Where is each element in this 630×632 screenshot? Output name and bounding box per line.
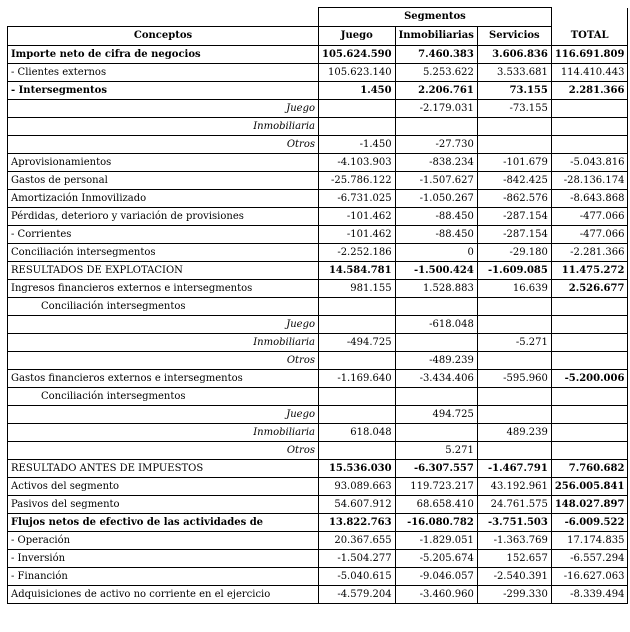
row-label: Otros (8, 442, 319, 460)
table-row (8, 532, 628, 550)
cell-inmo: -838.234 (395, 154, 477, 172)
cell-serv: -595.960 (477, 370, 551, 388)
cell-total: 17.174.835 (551, 532, 628, 550)
row-label: Inmobiliaria (8, 334, 319, 352)
row-label: Otros (8, 136, 319, 154)
cell-total (551, 298, 628, 316)
table-row (8, 352, 628, 370)
cell-juego: -494.725 (319, 334, 396, 352)
header-blank-total (551, 8, 628, 27)
cell-juego: -1.504.277 (319, 550, 396, 568)
cell-serv: -1.609.085 (477, 262, 551, 280)
row-label: Gastos de personal (8, 172, 319, 190)
cell-inmo (395, 118, 477, 136)
cell-total (551, 352, 628, 370)
cell-inmo (395, 424, 477, 442)
cell-serv: -287.154 (477, 226, 551, 244)
cell-serv: 3.533.681 (477, 64, 551, 82)
table-row (8, 244, 628, 262)
cell-juego: 618.048 (319, 424, 396, 442)
table-row (8, 64, 628, 82)
cell-inmo: 7.460.383 (395, 46, 477, 64)
cell-juego: -5.040.615 (319, 568, 396, 586)
row-label: Conciliación intersegmentos (8, 388, 319, 406)
cell-total (551, 424, 628, 442)
cell-juego: 13.822.763 (319, 514, 396, 532)
table-row (8, 82, 628, 100)
cell-total: 148.027.897 (551, 496, 628, 514)
cell-inmo: -6.307.557 (395, 460, 477, 478)
table-row (8, 46, 628, 64)
table-row (8, 118, 628, 136)
cell-total: -477.066 (551, 226, 628, 244)
cell-inmo: -3.460.960 (395, 586, 477, 604)
cell-serv (477, 136, 551, 154)
cell-serv (477, 352, 551, 370)
cell-inmo: -16.080.782 (395, 514, 477, 532)
table-row (8, 568, 628, 586)
row-label: Otros (8, 352, 319, 370)
cell-total: 2.281.366 (551, 82, 628, 100)
header-conceptos: Conceptos (8, 27, 319, 46)
cell-serv: 152.657 (477, 550, 551, 568)
cell-juego (319, 442, 396, 460)
row-label: Inmobiliaria (8, 424, 319, 442)
row-label: RESULTADOS DE EXPLOTACION (8, 262, 319, 280)
cell-serv: 24.761.575 (477, 496, 551, 514)
cell-serv (477, 118, 551, 136)
cell-juego: 15.536.030 (319, 460, 396, 478)
row-label: Conciliación intersegmentos (8, 244, 319, 262)
cell-inmo: -1.507.627 (395, 172, 477, 190)
cell-total (551, 100, 628, 118)
cell-total: -5.043.816 (551, 154, 628, 172)
cell-inmo: 119.723.217 (395, 478, 477, 496)
cell-juego: 14.584.781 (319, 262, 396, 280)
header-segmentos: Segmentos (319, 8, 552, 27)
cell-total: 2.526.677 (551, 280, 628, 298)
cell-inmo: -88.450 (395, 226, 477, 244)
table-row (8, 586, 628, 604)
cell-serv: 73.155 (477, 82, 551, 100)
cell-serv (477, 406, 551, 424)
cell-inmo: 2.206.761 (395, 82, 477, 100)
cell-juego: -1.450 (319, 136, 396, 154)
cell-total (551, 136, 628, 154)
cell-juego (319, 100, 396, 118)
cell-juego: -2.252.186 (319, 244, 396, 262)
cell-inmo: -5.205.674 (395, 550, 477, 568)
cell-juego (319, 118, 396, 136)
cell-juego: 54.607.912 (319, 496, 396, 514)
cell-serv: -862.576 (477, 190, 551, 208)
table-row (8, 316, 628, 334)
table-row (8, 514, 628, 532)
cell-serv: 3.606.836 (477, 46, 551, 64)
table-row (8, 172, 628, 190)
cell-total: -2.281.366 (551, 244, 628, 262)
header-juego: Juego (319, 27, 396, 46)
row-label: Importe neto de cifra de negocios (8, 46, 319, 64)
cell-juego: -1.169.640 (319, 370, 396, 388)
cell-serv: -2.540.391 (477, 568, 551, 586)
row-label: Adquisiciones de activo no corriente en el ejercicio (8, 586, 319, 604)
row-label: - Clientes externos (8, 64, 319, 82)
cell-serv: 43.192.961 (477, 478, 551, 496)
row-label: Conciliación intersegmentos (8, 298, 319, 316)
cell-juego: -25.786.122 (319, 172, 396, 190)
table-row (8, 442, 628, 460)
cell-juego: -4.579.204 (319, 586, 396, 604)
row-label: Pasivos del segmento (8, 496, 319, 514)
cell-inmo (395, 334, 477, 352)
cell-inmo: -88.450 (395, 208, 477, 226)
table-row (8, 262, 628, 280)
table-row (8, 424, 628, 442)
table-row (8, 208, 628, 226)
cell-inmo: -1.050.267 (395, 190, 477, 208)
cell-inmo: -1.500.424 (395, 262, 477, 280)
cell-inmo: 0 (395, 244, 477, 262)
row-label: Ingresos financieros externos e intersegmentos (8, 280, 319, 298)
cell-inmo: -2.179.031 (395, 100, 477, 118)
row-label: Inmobiliaria (8, 118, 319, 136)
table-row (8, 388, 628, 406)
cell-total: -6.009.522 (551, 514, 628, 532)
table-row (8, 136, 628, 154)
cell-juego (319, 298, 396, 316)
table-row (8, 460, 628, 478)
cell-total: 11.475.272 (551, 262, 628, 280)
cell-serv: -73.155 (477, 100, 551, 118)
table-row (8, 550, 628, 568)
cell-serv: -842.425 (477, 172, 551, 190)
cell-total (551, 442, 628, 460)
cell-total: 114.410.443 (551, 64, 628, 82)
header-total: TOTAL (551, 27, 628, 46)
cell-juego (319, 388, 396, 406)
cell-serv: -101.679 (477, 154, 551, 172)
cell-total: -28.136.174 (551, 172, 628, 190)
cell-inmo: -1.829.051 (395, 532, 477, 550)
table-row (8, 190, 628, 208)
header-inmobiliarias: Inmobiliarias (395, 27, 477, 46)
row-label: Juego (8, 100, 319, 118)
cell-juego: 105.623.140 (319, 64, 396, 82)
cell-total: 256.005.841 (551, 478, 628, 496)
cell-total: -16.627.063 (551, 568, 628, 586)
cell-serv: -5.271 (477, 334, 551, 352)
row-label: Aprovisionamientos (8, 154, 319, 172)
table-row (8, 334, 628, 352)
cell-serv: -299.330 (477, 586, 551, 604)
cell-juego: 981.155 (319, 280, 396, 298)
cell-total (551, 118, 628, 136)
table-row (8, 280, 628, 298)
cell-inmo: 494.725 (395, 406, 477, 424)
cell-juego: -4.103.903 (319, 154, 396, 172)
cell-juego: -101.462 (319, 208, 396, 226)
cell-serv: -1.363.769 (477, 532, 551, 550)
header-blank (8, 8, 319, 27)
cell-total (551, 388, 628, 406)
cell-serv: -287.154 (477, 208, 551, 226)
cell-total: -8.339.494 (551, 586, 628, 604)
table-row (8, 226, 628, 244)
row-label: Activos del segmento (8, 478, 319, 496)
row-label: - Intersegmentos (8, 82, 319, 100)
table-row (8, 496, 628, 514)
cell-inmo: -489.239 (395, 352, 477, 370)
table-row (8, 478, 628, 496)
cell-total: -6.557.294 (551, 550, 628, 568)
row-label: Pérdidas, deterioro y variación de provisiones (8, 208, 319, 226)
cell-inmo: -3.434.406 (395, 370, 477, 388)
cell-total (551, 316, 628, 334)
cell-juego: 1.450 (319, 82, 396, 100)
table-row (8, 154, 628, 172)
row-label: - Inversión (8, 550, 319, 568)
cell-serv: 16.639 (477, 280, 551, 298)
cell-juego: -101.462 (319, 226, 396, 244)
segment-table (7, 7, 628, 604)
table-row (8, 406, 628, 424)
table-row (8, 370, 628, 388)
header-servicios: Servicios (477, 27, 551, 46)
cell-total: -8.643.868 (551, 190, 628, 208)
cell-serv (477, 298, 551, 316)
cell-serv (477, 442, 551, 460)
cell-serv: -3.751.503 (477, 514, 551, 532)
cell-inmo: 1.528.883 (395, 280, 477, 298)
cell-serv: -29.180 (477, 244, 551, 262)
row-label: Juego (8, 406, 319, 424)
cell-total: -5.200.006 (551, 370, 628, 388)
table-row (8, 298, 628, 316)
row-label: Flujos netos de efectivo de las actividades de (8, 514, 319, 532)
cell-inmo: 5.253.622 (395, 64, 477, 82)
cell-serv (477, 388, 551, 406)
cell-juego: 93.089.663 (319, 478, 396, 496)
cell-total (551, 406, 628, 424)
cell-serv: -1.467.791 (477, 460, 551, 478)
cell-total: -477.066 (551, 208, 628, 226)
cell-juego: -6.731.025 (319, 190, 396, 208)
cell-inmo: -27.730 (395, 136, 477, 154)
cell-inmo: 5.271 (395, 442, 477, 460)
cell-inmo: -9.046.057 (395, 568, 477, 586)
cell-serv: 489.239 (477, 424, 551, 442)
row-label: - Financión (8, 568, 319, 586)
cell-inmo: 68.658.410 (395, 496, 477, 514)
row-label: - Corrientes (8, 226, 319, 244)
cell-total (551, 334, 628, 352)
row-label: RESULTADO ANTES DE IMPUESTOS (8, 460, 319, 478)
cell-inmo (395, 298, 477, 316)
table-row (8, 100, 628, 118)
cell-inmo (395, 388, 477, 406)
cell-juego (319, 406, 396, 424)
row-label: - Operación (8, 532, 319, 550)
row-label: Amortización Inmovilizado (8, 190, 319, 208)
cell-juego (319, 352, 396, 370)
cell-juego: 105.624.590 (319, 46, 396, 64)
row-label: Gastos financieros externos e intersegmentos (8, 370, 319, 388)
row-label: Juego (8, 316, 319, 334)
cell-total: 116.691.809 (551, 46, 628, 64)
cell-juego: 20.367.655 (319, 532, 396, 550)
cell-serv (477, 316, 551, 334)
cell-inmo: -618.048 (395, 316, 477, 334)
cell-total: 7.760.682 (551, 460, 628, 478)
cell-juego (319, 316, 396, 334)
